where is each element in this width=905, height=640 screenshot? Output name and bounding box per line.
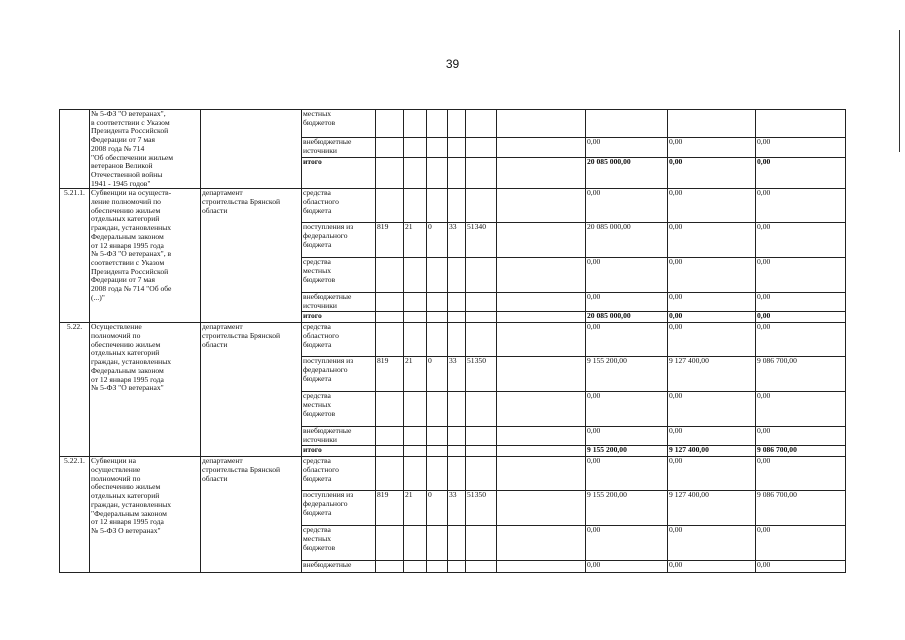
budget-code-c3: [427, 427, 448, 446]
amount-v1: 0,00: [586, 427, 668, 446]
event-name: Субвенции на осуществление полномочий по обеспечению жильем отдельных категорий граждан, установленных "Федеральным законом от 12 января 1995 года № 5-ФЗ О ветеранах": [90, 457, 201, 573]
amount-v1: 0,00: [586, 561, 668, 573]
budget-code-c2: 21: [404, 223, 427, 258]
amount-v3: 0,00: [756, 138, 846, 158]
budget-code-c5: [466, 258, 497, 293]
funding-source: средства местных бюджетов: [302, 392, 376, 427]
budget-code-c2: [404, 392, 427, 427]
amount-v3: 0,00: [756, 457, 846, 491]
funding-source: средства областного бюджета: [302, 457, 376, 491]
amount-v1: 0,00: [586, 138, 668, 158]
event-name: № 5-ФЗ "О ветеранах", в соответствии с Указом Президента Российской Федерации от 7 мая 2008 года № 714 "Об обеспечении жильем ветеранов Великой Отечественной войны 1941 - 1945 годов": [90, 110, 201, 189]
row-number: 5.22.: [60, 323, 90, 457]
budget-code-c2: [404, 189, 427, 223]
budget-code-c1: [376, 293, 404, 312]
budget-code-c4: [448, 189, 466, 223]
page-edge-line: [899, 30, 900, 152]
budget-code-c4: [448, 312, 466, 323]
budget-code-c4: [448, 561, 466, 573]
budget-code-c3: 0: [427, 357, 448, 392]
budget-code-c1: [376, 110, 404, 138]
budget-code-c4: [448, 138, 466, 158]
amount-v2: 0,00: [668, 561, 756, 573]
funding-source: поступления из федерального бюджета: [302, 223, 376, 258]
event-name: Осуществление полномочий по обеспечению жильем отдельных категорий граждан, установленных Федеральным законом от 12 января 1995 года № 5-ФЗ "О ветеранах": [90, 323, 201, 457]
amount-v2: 0,00: [668, 138, 756, 158]
funding-source: внебюджетные источники: [302, 293, 376, 312]
amount-v2: 0,00: [668, 323, 756, 357]
amount-v1: 9 155 200,00: [586, 491, 668, 526]
amount-v2: 0,00: [668, 293, 756, 312]
funding-source: средства местных бюджетов: [302, 258, 376, 293]
funding-source: итого: [302, 446, 376, 457]
amount-empty: [497, 357, 586, 392]
funding-source: средства местных бюджетов: [302, 526, 376, 561]
budget-code-c1: [376, 189, 404, 223]
budget-code-c5: 51350: [466, 491, 497, 526]
amount-v3: 0,00: [756, 561, 846, 573]
amount-v2: 0,00: [668, 312, 756, 323]
funding-source: средства областного бюджета: [302, 189, 376, 223]
budget-code-c2: [404, 138, 427, 158]
amount-v3: 9 086 700,00: [756, 357, 846, 392]
table-row: [60, 110, 846, 138]
amount-empty: [497, 323, 586, 357]
funding-source: итого: [302, 312, 376, 323]
budget-code-c1: [376, 526, 404, 561]
budget-code-c5: [466, 392, 497, 427]
budget-code-c4: 33: [448, 223, 466, 258]
amount-v1: 0,00: [586, 323, 668, 357]
budget-code-c3: [427, 457, 448, 491]
budget-code-c1: [376, 427, 404, 446]
funding-source: местных бюджетов: [302, 110, 376, 138]
amount-v3: 9 086 700,00: [756, 491, 846, 526]
budget-code-c5: [466, 427, 497, 446]
budget-code-c2: [404, 110, 427, 138]
budget-code-c3: [427, 157, 448, 188]
amount-empty: [497, 392, 586, 427]
budget-code-c3: [427, 293, 448, 312]
executor: департамент строительства Брянской области: [201, 457, 302, 573]
amount-v2: 0,00: [668, 526, 756, 561]
budget-code-c1: 819: [376, 357, 404, 392]
amount-empty: [497, 561, 586, 573]
budget-code-c2: [404, 526, 427, 561]
table-row: [60, 189, 846, 223]
budget-code-c3: [427, 258, 448, 293]
budget-code-c5: [466, 157, 497, 188]
budget-code-c4: [448, 526, 466, 561]
event-name: Субвенции на осуществ- ление полномочий по обеспечению жильем отдельных категорий граждан, установленных Федеральным законом от 12 января 1995 года № 5-ФЗ "О ветеранах", в соответствии с Указом Президента Российской Федерации от 7 мая 2008 года № 714 "Об обе (...)": [90, 189, 201, 323]
budget-code-c3: [427, 138, 448, 158]
amount-v2: 0,00: [668, 392, 756, 427]
budget-code-c1: 819: [376, 223, 404, 258]
budget-code-c4: 33: [448, 491, 466, 526]
budget-code-c2: [404, 312, 427, 323]
budget-code-c2: [404, 293, 427, 312]
budget-code-c2: [404, 457, 427, 491]
amount-v3: 0,00: [756, 392, 846, 427]
funding-source: поступления из федерального бюджета: [302, 491, 376, 526]
budget-code-c1: [376, 323, 404, 357]
amount-v1: [586, 110, 668, 138]
amount-v3: 0,00: [756, 258, 846, 293]
budget-code-c3: [427, 189, 448, 223]
funding-source: средства областного бюджета: [302, 323, 376, 357]
budget-code-c3: 0: [427, 223, 448, 258]
row-number: 5.22.1.: [60, 457, 90, 573]
amount-v2: 0,00: [668, 223, 756, 258]
budget-code-c4: [448, 446, 466, 457]
budget-code-c4: [448, 258, 466, 293]
amount-v1: 0,00: [586, 293, 668, 312]
budget-code-c5: [466, 526, 497, 561]
budget-code-c5: [466, 446, 497, 457]
amount-v2: [668, 110, 756, 138]
budget-code-c4: [448, 293, 466, 312]
funding-source: итого: [302, 157, 376, 188]
row-number: 5.21.1.: [60, 189, 90, 323]
budget-code-c5: 51350: [466, 357, 497, 392]
budget-code-c3: [427, 323, 448, 357]
budget-code-c5: [466, 457, 497, 491]
budget-code-c5: [466, 189, 497, 223]
table-row: [60, 323, 846, 357]
amount-empty: [497, 293, 586, 312]
amount-v1: 20 085 000,00: [586, 223, 668, 258]
budget-code-c2: 21: [404, 357, 427, 392]
funding-source: внебюджетные источники: [302, 427, 376, 446]
budget-code-c5: 51340: [466, 223, 497, 258]
amount-v2: 0,00: [668, 258, 756, 293]
amount-v3: 0,00: [756, 427, 846, 446]
amount-v1: 0,00: [586, 189, 668, 223]
amount-v1: 0,00: [586, 258, 668, 293]
amount-empty: [497, 138, 586, 158]
amount-v3: 0,00: [756, 312, 846, 323]
budget-code-c4: [448, 457, 466, 491]
row-number: [60, 110, 90, 189]
amount-empty: [497, 427, 586, 446]
budget-code-c1: [376, 312, 404, 323]
amount-v2: 0,00: [668, 457, 756, 491]
budget-code-c1: [376, 457, 404, 491]
executor: департамент строительства Брянской области: [201, 189, 302, 323]
budget-code-c5: [466, 138, 497, 158]
amount-v1: 0,00: [586, 457, 668, 491]
amount-empty: [497, 157, 586, 188]
budget-code-c5: [466, 110, 497, 138]
budget-code-c2: [404, 323, 427, 357]
budget-code-c2: [404, 561, 427, 573]
amount-v2: 9 127 400,00: [668, 357, 756, 392]
amount-v1: 20 085 000,00: [586, 157, 668, 188]
amount-v3: 0,00: [756, 189, 846, 223]
budget-code-c4: 33: [448, 357, 466, 392]
amount-empty: [497, 457, 586, 491]
budget-code-c5: [466, 312, 497, 323]
budget-code-c4: [448, 110, 466, 138]
amount-v3: 0,00: [756, 223, 846, 258]
amount-empty: [497, 110, 586, 138]
budget-code-c1: [376, 157, 404, 188]
budget-code-c1: [376, 561, 404, 573]
amount-empty: [497, 526, 586, 561]
executor: департамент строительства Брянской области: [201, 323, 302, 457]
table-row: [60, 457, 846, 491]
budget-code-c5: [466, 323, 497, 357]
amount-empty: [497, 491, 586, 526]
budget-code-c1: [376, 392, 404, 427]
funding-source: внебюджетные: [302, 561, 376, 573]
budget-code-c3: [427, 110, 448, 138]
amount-v2: 0,00: [668, 157, 756, 188]
amount-v1: 0,00: [586, 392, 668, 427]
budget-code-c4: [448, 427, 466, 446]
budget-code-c4: [448, 323, 466, 357]
executor: [201, 110, 302, 189]
amount-v2: 0,00: [668, 189, 756, 223]
amount-v2: 0,00: [668, 427, 756, 446]
amount-empty: [497, 312, 586, 323]
budget-code-c1: 819: [376, 491, 404, 526]
amount-v3: 0,00: [756, 526, 846, 561]
amount-v3: [756, 110, 846, 138]
amount-v1: 0,00: [586, 526, 668, 561]
budget-table: [59, 109, 846, 573]
amount-v2: 9 127 400,00: [668, 491, 756, 526]
page-number: 39: [445, 57, 460, 71]
budget-code-c4: [448, 392, 466, 427]
budget-code-c2: [404, 258, 427, 293]
amount-v3: 0,00: [756, 323, 846, 357]
amount-v3: 9 086 700,00: [756, 446, 846, 457]
amount-empty: [497, 258, 586, 293]
amount-v2: 9 127 400,00: [668, 446, 756, 457]
budget-code-c1: [376, 258, 404, 293]
amount-empty: [497, 223, 586, 258]
budget-code-c2: [404, 427, 427, 446]
budget-code-c5: [466, 293, 497, 312]
budget-code-c3: [427, 312, 448, 323]
budget-code-c1: [376, 446, 404, 457]
budget-code-c2: [404, 446, 427, 457]
budget-code-c3: [427, 446, 448, 457]
funding-source: внебюджетные источники: [302, 138, 376, 158]
budget-code-c4: [448, 157, 466, 188]
amount-v3: 0,00: [756, 293, 846, 312]
budget-code-c3: 0: [427, 491, 448, 526]
amount-empty: [497, 446, 586, 457]
budget-code-c3: [427, 392, 448, 427]
amount-empty: [497, 189, 586, 223]
budget-code-c3: [427, 561, 448, 573]
budget-code-c2: [404, 157, 427, 188]
budget-code-c5: [466, 561, 497, 573]
amount-v3: 0,00: [756, 157, 846, 188]
amount-v1: 9 155 200,00: [586, 357, 668, 392]
budget-code-c1: [376, 138, 404, 158]
amount-v1: 20 085 000,00: [586, 312, 668, 323]
funding-source: поступления из федерального бюджета: [302, 357, 376, 392]
budget-code-c2: 21: [404, 491, 427, 526]
budget-code-c3: [427, 526, 448, 561]
amount-v1: 9 155 200,00: [586, 446, 668, 457]
